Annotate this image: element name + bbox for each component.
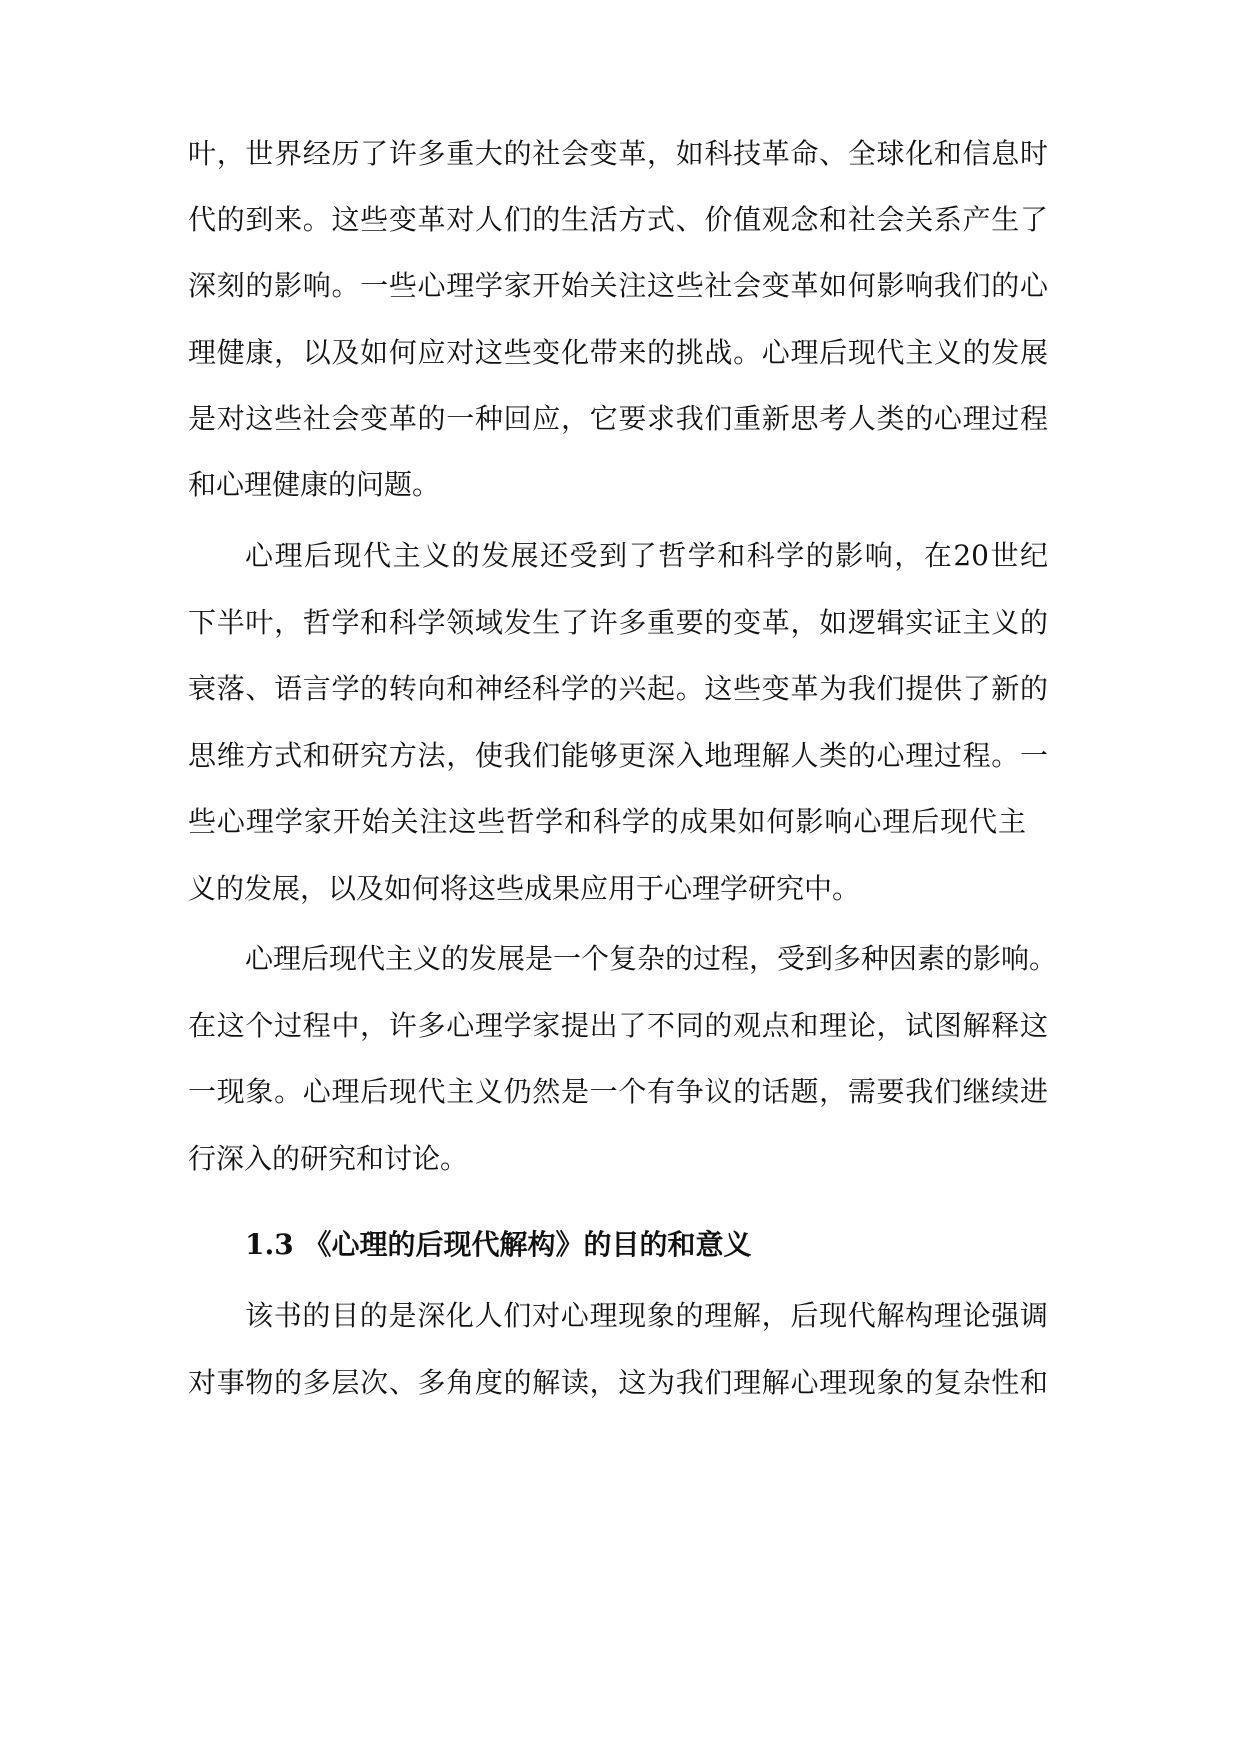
paragraph-2-line-4: 思维方式和研究方法，使我们能够更深入地理解人类的心理过程。一 bbox=[188, 739, 1048, 772]
paragraph-3-line-3: 一现象。心理后现代主义仍然是一个有争议的话题，需要我们继续进 bbox=[188, 1075, 1048, 1108]
section-paragraph-line-1: 该书的目的是深化人们对心理现象的理解，后现代解构理论强调 bbox=[245, 1299, 1048, 1332]
paragraph-1-line-2: 代的到来。这些变革对人们的生活方式、价值观念和社会关系产生了 bbox=[188, 203, 1048, 236]
section-paragraph-line-2: 对事物的多层次、多角度的解读，这为我们理解心理现象的复杂性和 bbox=[188, 1366, 1048, 1399]
paragraph-1-line-4: 理健康，以及如何应对这些变化带来的挑战。心理后现代主义的发展 bbox=[188, 336, 1048, 369]
paragraph-1-line-5: 是对这些社会变革的一种回应，它要求我们重新思考人类的心理过程 bbox=[188, 402, 1048, 435]
paragraph-1-line-3: 深刻的影响。一些心理学家开始关注这些社会变革如何影响我们的心 bbox=[188, 269, 1048, 302]
paragraph-2-line-5: 些心理学家开始关注这些哲学和科学的成果如何影响心理后现代主 bbox=[188, 805, 1026, 838]
paragraph-2-line-3: 衰落、语言学的转向和神经科学的兴起。这些变革为我们提供了新的 bbox=[188, 672, 1048, 705]
section-heading: 1.3 《心理的后现代解构》的目的和意义 bbox=[245, 1228, 752, 1261]
paragraph-1-line-1: 叶，世界经历了许多重大的社会变革，如科技革命、全球化和信息时 bbox=[188, 137, 1048, 170]
paragraph-3-line-2: 在这个过程中，许多心理学家提出了不同的观点和理论，试图解释这 bbox=[188, 1009, 1048, 1042]
paragraph-2-line-6: 义的发展，以及如何将这些成果应用于心理学研究中。 bbox=[188, 872, 861, 905]
paragraph-1-line-6: 和心理健康的问题。 bbox=[188, 468, 441, 501]
paragraph-2-line-1: 心理后现代主义的发展还受到了哲学和科学的影响，在20世纪 bbox=[245, 539, 1048, 572]
paragraph-3-line-1: 心理后现代主义的发展是一个复杂的过程，受到多种因素的影响。 bbox=[245, 942, 1058, 975]
paragraph-2-line-2: 下半叶，哲学和科学领域发生了许多重要的变革，如逻辑实证主义的 bbox=[188, 606, 1048, 639]
paragraph-3-line-4: 行深入的研究和讨论。 bbox=[188, 1142, 469, 1175]
